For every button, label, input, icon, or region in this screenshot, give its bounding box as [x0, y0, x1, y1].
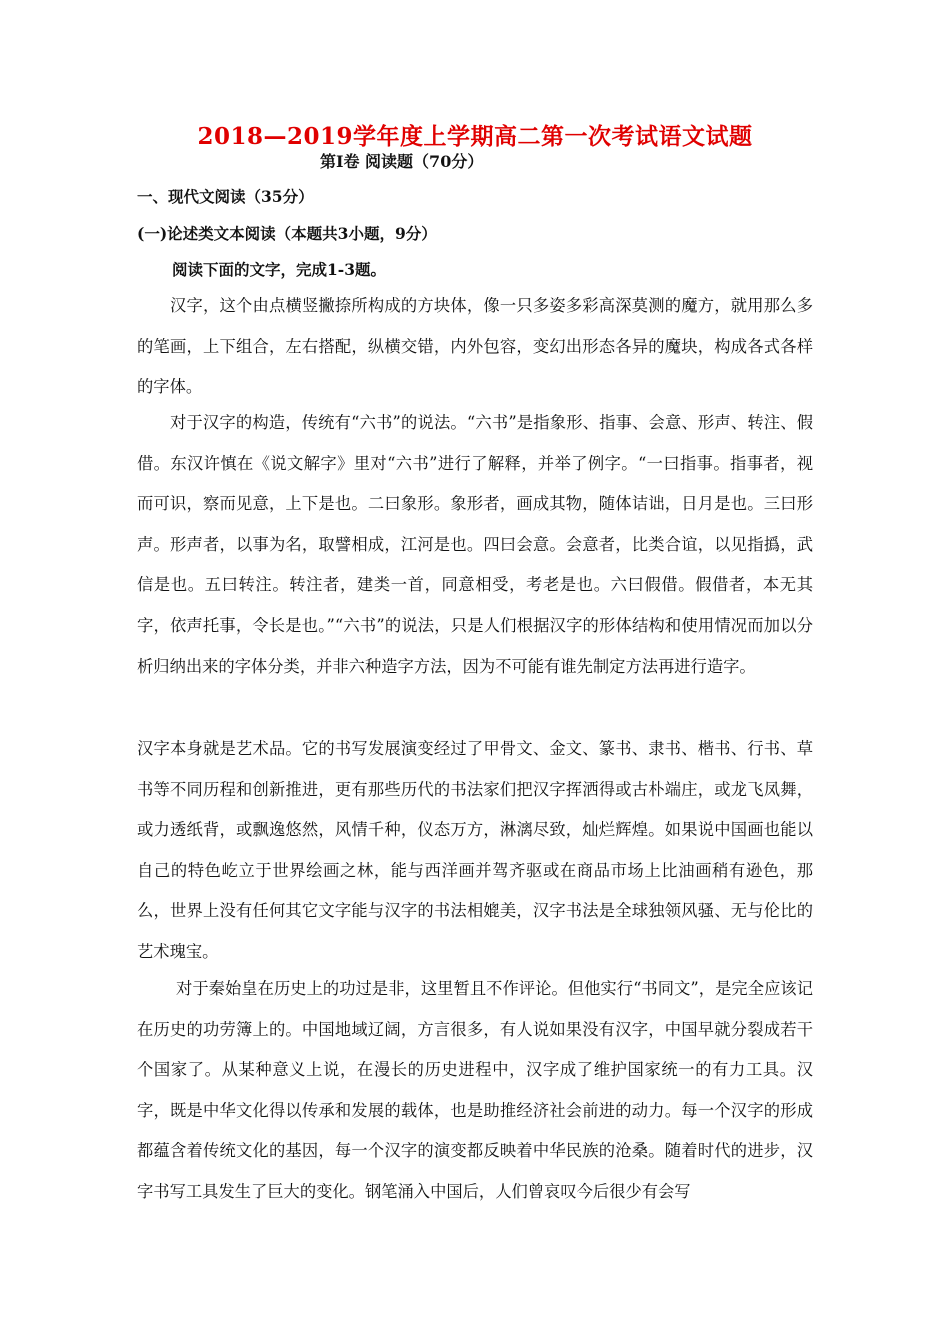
passage-paragraph-2: 对于汉字的构造，传统有“六书”的说法。“六书”是指象形、指事、会意、形声、转注、假借。东汉许慎在《说文解字》里对“六书”进行了解释，并举了例字。“一曰指事。指事者，视而可识，察而见意，上下是也。二曰象形。象形者，画成其物，随体诘诎，日月是也。三曰形声。形声者，以事为名，取譬相成，江河是也。四曰会意。会意者，比类合谊，以见指撝，武信是也。五曰转注。转注者，建类一首，同意相受，考老是也。六曰假借。假借者，本无其字，依声托事，令长是也。”“六书”的说法，只是人们根据汉字的形体结构和使用情况而加以分析归纳出来的字体分类，并非六种造字方法，因为不可能有谁先制定方法再进行造字。 — [137, 413, 813, 676]
passage-paragraph-4: 对于秦始皇在历史上的功过是非，这里暂且不作评论。但他实行“书同文”，是完全应该记在历史的功劳簿上的。中国地域辽阔，方言很多，有人说如果没有汉字，中国早就分裂成若干个国家了。从某种意义上说，在漫长的历史进程中，汉字成了维护国家统一的有力工具。汉字，既是中华文化得以传承和发展的载体，也是助推经济社会前进的动力。每一个汉字的形成都蕴含着传统文化的基因，每一个汉字的演变都反映着中华民族的沧桑。随着时代的进步，汉字书写工具发生了巨大的变化。钢笔涌入中国后，人们曾哀叹今后很少有会写 — [137, 979, 813, 1201]
reading-instruction: 阅读下面的文字，完成1-3题。 — [172, 260, 387, 279]
section-heading: 一、现代文阅读（35分） — [137, 187, 314, 206]
passage-paragraph-3: 汉字本身就是艺术品。它的书写发展演变经过了甲骨文、金文、篆书、隶书、楷书、行书、草书等不同历程和创新推进，更有那些历代的书法家们把汉字挥洒得或古朴端庄，或龙飞凤舞，或力透纸背，或飘逸悠然，风情千种，仪态万方，淋漓尽致，灿烂辉煌。如果说中国画也能以自己的特色屹立于世界绘画之林，能与西洋画并驾齐驱或在商品市场上比油画稍有逊色，那么，世界上没有任何其它文字能与汉字的书法相媲美，汉字书法是全球独领风骚、无与伦比的艺术瑰宝。 — [137, 739, 813, 961]
passage-paragraph-1: 汉字，这个由点横竖撇捺所构成的方块体，像一只多姿多彩高深莫测的魔方，就用那么多的笔画，上下组合，左右搭配，纵横交错，内外包容，变幻出形态各异的魔块，构成各式各样的字体。 — [137, 296, 813, 397]
exam-part-subtitle: 第Ⅰ卷 阅读题（70分） — [320, 152, 484, 171]
exam-title: 2018—2019学年度上学期高二第一次考试语文试题 — [197, 123, 753, 150]
subsection-heading: (一)论述类文本阅读（本题共3小题，9分） — [137, 224, 437, 243]
